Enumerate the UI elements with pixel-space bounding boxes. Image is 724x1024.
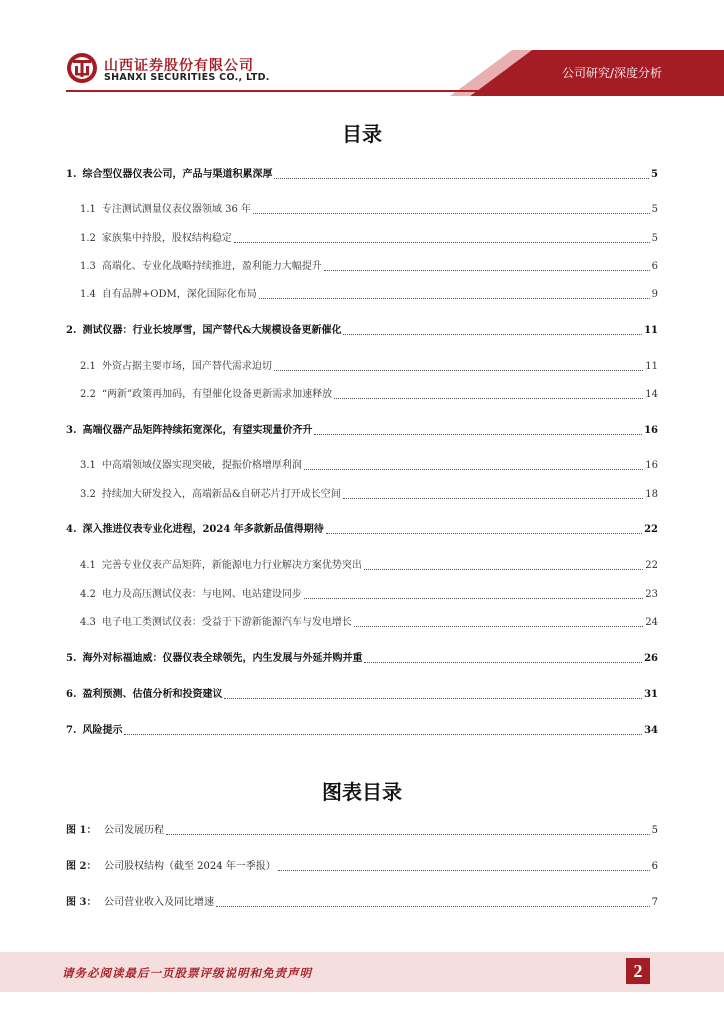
- toc-leader-dots: [216, 906, 650, 907]
- toc-leader-dots: [334, 398, 643, 399]
- toc-entry[interactable]: [80, 614, 658, 630]
- toc-entry[interactable]: [80, 486, 658, 502]
- figure-entry-title: 公司股权结构（截至 2024 年一季报）: [104, 861, 276, 872]
- toc-entry-number: 1.4: [80, 289, 96, 300]
- toc-leader-dots: [274, 178, 649, 179]
- toc-entry-page: 16: [644, 425, 658, 436]
- toc-entry-title: 中高端领域仪器实现突破，提振价格增厚利润: [101, 460, 302, 471]
- toc-entry[interactable]: [66, 686, 658, 702]
- toc-entry-number: 1.: [66, 169, 77, 180]
- toc-leader-dots: [314, 434, 642, 435]
- toc-entry-title: 外资占据主要市场，国产替代需求迫切: [101, 361, 272, 372]
- page-number: 2: [626, 958, 650, 984]
- toc-entry-number: 4.3: [80, 617, 96, 628]
- toc-entry-page: 18: [645, 489, 658, 500]
- toc-entry-page: 11: [645, 361, 658, 372]
- figure-entry-number: 图 1：: [66, 825, 97, 836]
- toc-entry-page: 14: [645, 389, 658, 400]
- toc-entry-page: 22: [644, 524, 658, 535]
- figure-entry-number: 图 2：: [66, 861, 97, 872]
- toc-entry-page: 5: [651, 233, 658, 244]
- toc-entry-page: 23: [645, 589, 658, 600]
- toc-entry[interactable]: [80, 358, 658, 374]
- toc-entry[interactable]: [80, 557, 658, 573]
- toc-leader-dots: [259, 298, 650, 299]
- toc-entry-title: 风险提示: [82, 725, 123, 736]
- toc-entry-number: 4.2: [80, 589, 96, 600]
- toc-entry-title: 高端仪器产品矩阵持续拓宽深化，有望实现量价齐升: [82, 425, 313, 436]
- toc-entry-number: 2.1: [80, 361, 96, 372]
- toc-entry-title: 综合型仪器仪表公司，产品与渠道积累深厚: [82, 169, 273, 180]
- toc-heading: 目录: [342, 122, 382, 146]
- toc-leader-dots: [364, 662, 642, 663]
- toc-entry[interactable]: [80, 201, 658, 217]
- toc-entry[interactable]: [66, 722, 658, 738]
- figure-entry-page: 6: [651, 861, 658, 872]
- toc-entry-page: 26: [644, 653, 658, 664]
- footer-disclaimer: 请务必阅读最后一页股票评级说明和免责声明: [62, 966, 312, 980]
- toc-entry-page: 11: [644, 325, 658, 336]
- toc-entry-title: 电力及高压测试仪表：与电网、电站建设同步: [101, 589, 302, 600]
- figure-entry[interactable]: [66, 858, 658, 874]
- figure-entry-title: 公司发展历程: [104, 825, 164, 836]
- toc-entry-number: 3.: [66, 425, 77, 436]
- company-name-cn: 山西证券股份有限公司: [104, 58, 254, 74]
- figure-entry-page: 5: [651, 825, 658, 836]
- toc-entry-number: 4.1: [80, 560, 96, 571]
- toc-leader-dots: [234, 242, 650, 243]
- toc-entry-title: 家族集中持股，股权结构稳定: [101, 233, 232, 244]
- toc-entry[interactable]: [80, 586, 658, 602]
- toc-entry[interactable]: [80, 457, 658, 473]
- toc-leader-dots: [274, 370, 643, 371]
- toc-entry-page: 5: [651, 204, 658, 215]
- toc-leader-dots: [364, 569, 643, 570]
- header-divider: [66, 90, 658, 92]
- toc-entry-page: 34: [644, 725, 658, 736]
- toc-entry-page: 24: [645, 617, 658, 628]
- toc-entry[interactable]: [80, 230, 658, 246]
- toc-entry[interactable]: [80, 286, 658, 302]
- toc-entry-page: 22: [645, 560, 658, 571]
- toc-entry-title: “两新”政策再加码，有望催化设备更新需求加速释放: [101, 389, 333, 400]
- toc-entry-title: 海外对标福迪威：仪器仪表全球领先，内生发展与外延并购并重: [82, 653, 363, 664]
- shanxi-securities-logo-icon: [66, 52, 98, 84]
- toc-leader-dots: [304, 469, 643, 470]
- toc-entry-title: 盈利预测、估值分析和投资建议: [82, 689, 223, 700]
- toc-entry-page: 16: [645, 460, 658, 471]
- toc-entry-title: 专注测试测量仪表仪器领域 36 年: [101, 204, 251, 215]
- toc-leader-dots: [253, 213, 650, 214]
- toc-entry-title: 高端化、专业化战略持续推进，盈利能力大幅提升: [101, 261, 322, 272]
- toc-entry-number: 5.: [66, 653, 77, 664]
- toc-leader-dots: [343, 498, 643, 499]
- toc-leader-dots: [224, 698, 642, 699]
- figures-heading: 图表目录: [322, 780, 402, 804]
- toc-entry-number: 3.2: [80, 489, 96, 500]
- toc-entry-number: 1.3: [80, 261, 96, 272]
- toc-entry-page: 6: [651, 261, 658, 272]
- figure-entry[interactable]: [66, 894, 658, 910]
- toc-entry[interactable]: [66, 166, 658, 182]
- toc-entry[interactable]: [66, 322, 658, 338]
- toc-entry[interactable]: [66, 521, 658, 537]
- toc-entry-number: 1.2: [80, 233, 96, 244]
- toc-leader-dots: [166, 834, 650, 835]
- toc-entry-title: 电子电工类测试仪表：受益于下游新能源汽车与发电增长: [101, 617, 352, 628]
- figure-entry-page: 7: [651, 897, 658, 908]
- company-name-en: SHANXI SECURITIES CO., LTD.: [104, 72, 270, 83]
- figure-entry-title: 公司营业收入及同比增速: [104, 897, 214, 908]
- toc-entry-page: 9: [651, 289, 658, 300]
- toc-entry-title: 完善专业仪表产品矩阵，新能源电力行业解决方案优势突出: [101, 560, 362, 571]
- toc-entry-number: 1.1: [80, 204, 96, 215]
- toc-entry-number: 4.: [66, 524, 77, 535]
- figure-entry[interactable]: [66, 822, 658, 838]
- toc-entry-title: 自有品牌+ODM，深化国际化布局: [101, 289, 257, 300]
- toc-entry-number: 3.1: [80, 460, 96, 471]
- toc-leader-dots: [124, 734, 642, 735]
- toc-leader-dots: [324, 270, 650, 271]
- toc-leader-dots: [343, 334, 642, 335]
- toc-entry[interactable]: [80, 258, 658, 274]
- toc-entry-number: 2.2: [80, 389, 96, 400]
- toc-entry[interactable]: [66, 650, 658, 666]
- toc-entry-number: 2.: [66, 325, 77, 336]
- toc-leader-dots: [354, 626, 643, 627]
- toc-leader-dots: [304, 598, 643, 599]
- toc-entry-page: 5: [651, 169, 658, 180]
- figure-entry-number: 图 3：: [66, 897, 97, 908]
- toc-entry-title: 测试仪器：行业长坡厚雪，国产替代&大规模设备更新催化: [82, 325, 342, 336]
- toc-entry-page: 31: [644, 689, 658, 700]
- toc-leader-dots: [278, 870, 650, 871]
- toc-entry[interactable]: [80, 386, 658, 402]
- toc-entry-number: 7.: [66, 725, 77, 736]
- toc-entry-number: 6.: [66, 689, 77, 700]
- toc-entry-title: 深入推进仪表专业化进程，2024 年多款新品值得期待: [82, 524, 324, 535]
- toc-entry[interactable]: [66, 422, 658, 438]
- report-category: 公司研究/深度分析: [561, 66, 662, 80]
- page-header: [0, 0, 724, 100]
- toc-leader-dots: [326, 533, 642, 534]
- toc-entry-title: 持续加大研发投入，高端新品&自研芯片打开成长空间: [101, 489, 341, 500]
